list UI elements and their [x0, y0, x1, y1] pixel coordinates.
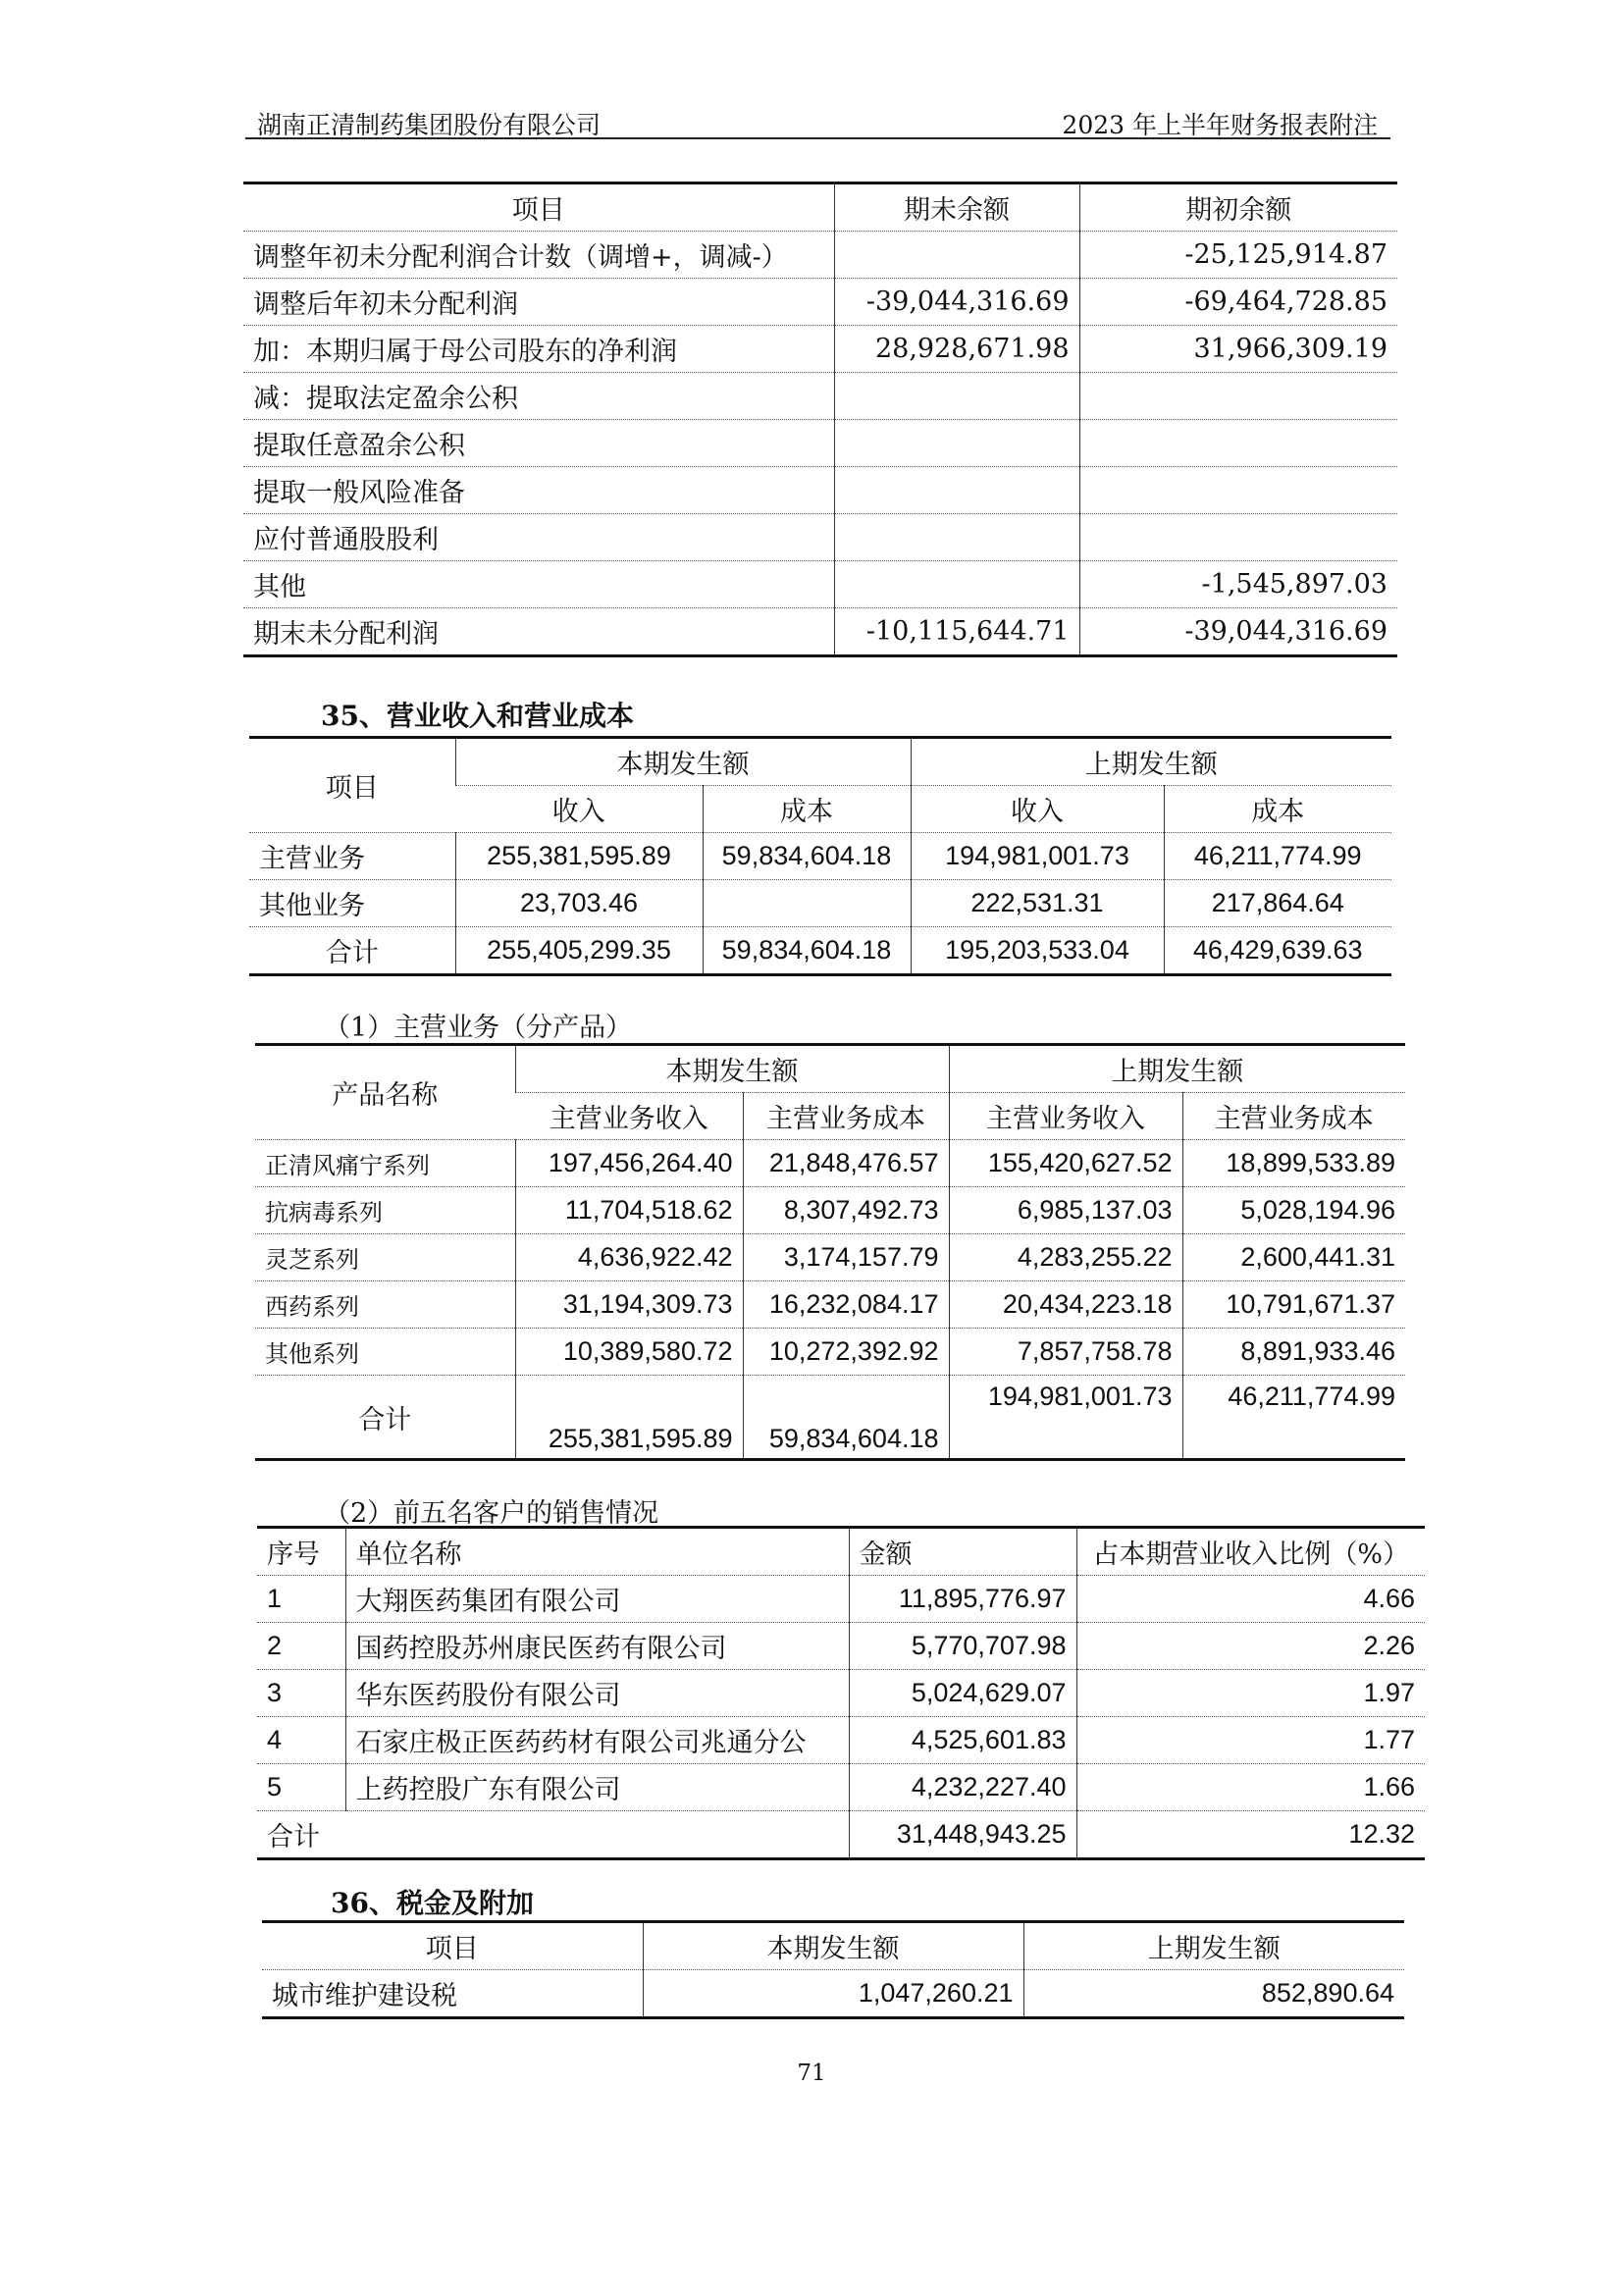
ending-balance: [834, 561, 1079, 608]
customer-name: 大翔医药集团有限公司: [345, 1576, 849, 1623]
amount: 5,770,707.98: [849, 1623, 1076, 1670]
revenue-percentage: 1.77: [1076, 1717, 1425, 1764]
table-header-cell: 本期发生额: [455, 738, 911, 786]
revenue-percentage: 12.32: [1076, 1811, 1425, 1859]
table-row: [255, 1329, 1405, 1376]
row-label: 其他业务: [249, 880, 455, 927]
table-row: [243, 467, 1397, 514]
opening-balance: [1079, 467, 1397, 514]
subsection-title-2: （2）前五名客户的销售情况: [324, 1498, 659, 1529]
prior-revenue: 155,420,627.52: [949, 1140, 1182, 1187]
opening-balance: 31,966,309.19: [1079, 326, 1397, 373]
prior-revenue: 194,981,001.73: [911, 833, 1164, 880]
table-row: [243, 326, 1397, 373]
row-label: 抗病毒系列: [255, 1187, 515, 1234]
section-title-36: 36、税金及附加: [331, 1887, 534, 1919]
row-label: 合计: [255, 1376, 515, 1460]
amount: 4,525,601.83: [849, 1717, 1076, 1764]
customer-name: 国药控股苏州康民医药有限公司: [345, 1623, 849, 1670]
rank: 1: [257, 1576, 345, 1623]
current-revenue: 31,194,309.73: [515, 1281, 743, 1329]
opening-balance: [1079, 514, 1397, 561]
ending-balance: [834, 514, 1079, 561]
prior-cost: 2,600,441.31: [1182, 1234, 1405, 1281]
table-row: [262, 1970, 1404, 2018]
table-subheader-cell: 主营业务成本: [743, 1093, 949, 1140]
product-revenue-table: [255, 1043, 1405, 1461]
prior-cost: 46,429,639.63: [1164, 927, 1391, 975]
revenue-percentage: 2.26: [1076, 1623, 1425, 1670]
opening-balance: -39,044,316.69: [1079, 608, 1397, 656]
current-revenue: 4,636,922.42: [515, 1234, 743, 1281]
row-label: 正清风痛宁系列: [255, 1140, 515, 1187]
rank: 5: [257, 1764, 345, 1811]
table-row: [255, 1187, 1405, 1234]
rank: 2: [257, 1623, 345, 1670]
current-cost: 3,174,157.79: [743, 1234, 949, 1281]
table-row: [249, 833, 1391, 880]
revenue-percentage: 1.66: [1076, 1764, 1425, 1811]
table-row: [243, 608, 1397, 656]
current-revenue: 255,405,299.35: [455, 927, 703, 975]
table-subheader-cell: 成本: [1164, 786, 1391, 833]
amount: 11,895,776.97: [849, 1576, 1076, 1623]
revenue-percentage: 4.66: [1076, 1576, 1425, 1623]
prior-cost: 18,899,533.89: [1182, 1140, 1405, 1187]
row-label: 合计: [249, 927, 455, 975]
row-label: 其他系列: [255, 1329, 515, 1376]
table-row: [257, 1576, 1425, 1623]
row-label: 其他: [243, 561, 834, 608]
table-row: [257, 1717, 1425, 1764]
prior-cost: 5,028,194.96: [1182, 1187, 1405, 1234]
current-cost: 59,834,604.18: [703, 833, 911, 880]
current-cost: 21,848,476.57: [743, 1140, 949, 1187]
prior-cost: 8,891,933.46: [1182, 1329, 1405, 1376]
prior-cost: 217,864.64: [1164, 880, 1391, 927]
prior-amount: 852,890.64: [1023, 1970, 1404, 2018]
top-customers-table: [257, 1526, 1425, 1860]
prior-cost: 10,791,671.37: [1182, 1281, 1405, 1329]
table-row: [255, 1281, 1405, 1329]
revenue-percentage: 1.97: [1076, 1670, 1425, 1717]
table-row: [255, 1140, 1405, 1187]
table-row: [255, 1376, 1405, 1460]
row-label: 灵芝系列: [255, 1234, 515, 1281]
prior-revenue: 4,283,255.22: [949, 1234, 1182, 1281]
row-label: 提取任意盈余公积: [243, 420, 834, 467]
table-header-cell: 上期发生额: [1023, 1922, 1404, 1970]
ending-balance: -39,044,316.69: [834, 279, 1079, 326]
opening-balance: -1,545,897.03: [1079, 561, 1397, 608]
opening-balance: [1079, 373, 1397, 420]
table-header-cell: 期未余额: [834, 183, 1079, 232]
table-header-cell: 产品名称: [255, 1045, 515, 1140]
header-report-title: 2023 年上半年财务报表附注: [1062, 111, 1378, 139]
current-cost: 16,232,084.17: [743, 1281, 949, 1329]
table-header-cell: 上期发生额: [949, 1045, 1405, 1093]
table-subheader-cell: 收入: [911, 786, 1164, 833]
customer-name: 华东医药股份有限公司: [345, 1670, 849, 1717]
current-amount: 1,047,260.21: [643, 1970, 1023, 2018]
current-revenue: 197,456,264.40: [515, 1140, 743, 1187]
prior-revenue: 195,203,533.04: [911, 927, 1164, 975]
rank: 4: [257, 1717, 345, 1764]
prior-revenue: 7,857,758.78: [949, 1329, 1182, 1376]
ending-balance: 28,928,671.98: [834, 326, 1079, 373]
page-number: 71: [797, 2061, 826, 2086]
ending-balance: [834, 467, 1079, 514]
table-subheader-cell: 主营业务收入: [515, 1093, 743, 1140]
current-revenue: 255,381,595.89: [455, 833, 703, 880]
current-cost: 59,834,604.18: [743, 1376, 949, 1460]
ending-balance: [834, 232, 1079, 279]
row-label: 主营业务: [249, 833, 455, 880]
prior-revenue: 222,531.31: [911, 880, 1164, 927]
customer-name: 石家庄极正医药药材有限公司兆通分公: [345, 1717, 849, 1764]
table-row: [249, 880, 1391, 927]
current-revenue: 10,389,580.72: [515, 1329, 743, 1376]
section-title-35: 35、营业收入和营业成本: [321, 700, 634, 732]
table-row: [257, 1623, 1425, 1670]
rank: 3: [257, 1670, 345, 1717]
table-header-cell: 期初余额: [1079, 183, 1397, 232]
row-label: 期末未分配利润: [243, 608, 834, 656]
table-row: [249, 927, 1391, 975]
table-row: [243, 514, 1397, 561]
table-row: [243, 561, 1397, 608]
row-label: 西药系列: [255, 1281, 515, 1329]
table-subheader-cell: 收入: [455, 786, 703, 833]
prior-cost: 46,211,774.99: [1182, 1376, 1405, 1460]
current-cost: 10,272,392.92: [743, 1329, 949, 1376]
current-revenue: 255,381,595.89: [515, 1376, 743, 1460]
prior-revenue: 194,981,001.73: [949, 1376, 1182, 1460]
table-row: [243, 279, 1397, 326]
table-row: [257, 1670, 1425, 1717]
table-header-cell: 序号: [257, 1528, 345, 1576]
table-header-cell: 金额: [849, 1528, 1076, 1576]
ending-balance: -10,115,644.71: [834, 608, 1079, 656]
current-revenue: 23,703.46: [455, 880, 703, 927]
table-header-cell: 上期发生额: [911, 738, 1391, 786]
row-label: 减：提取法定盈余公积: [243, 373, 834, 420]
current-cost: [703, 880, 911, 927]
table-row: [257, 1811, 1425, 1859]
table-row: [257, 1764, 1425, 1811]
table-row: [243, 232, 1397, 279]
table-header-cell: 项目: [262, 1922, 643, 1970]
table-header-cell: 本期发生额: [643, 1922, 1023, 1970]
table-subheader-cell: 主营业务收入: [949, 1093, 1182, 1140]
row-label: 城市维护建设税: [262, 1970, 643, 2018]
customer-name: 上药控股广东有限公司: [345, 1764, 849, 1811]
row-label: 提取一般风险准备: [243, 467, 834, 514]
table-row: [255, 1234, 1405, 1281]
amount: 31,448,943.25: [849, 1811, 1076, 1859]
opening-balance: [1079, 420, 1397, 467]
current-cost: 8,307,492.73: [743, 1187, 949, 1234]
amount: 5,024,629.07: [849, 1670, 1076, 1717]
table-header-cell: 项目: [243, 183, 834, 232]
table-subheader-cell: 主营业务成本: [1182, 1093, 1405, 1140]
table-header-cell: 本期发生额: [515, 1045, 949, 1093]
amount: 4,232,227.40: [849, 1764, 1076, 1811]
taxes-surcharges-table: [262, 1920, 1404, 2019]
row-label: 调整年初未分配利润合计数（调增+，调减-）: [243, 232, 834, 279]
header-company: 湖南正清制药集团股份有限公司: [257, 111, 602, 139]
table-header-cell: 占本期营业收入比例（%）: [1076, 1528, 1425, 1576]
table-header-cell: 单位名称: [345, 1528, 849, 1576]
undistributed-profit-table: [243, 182, 1397, 657]
table-row: [243, 373, 1397, 420]
header-rule: [245, 137, 1390, 139]
opening-balance: -69,464,728.85: [1079, 279, 1397, 326]
table-header-cell: 项目: [249, 738, 455, 833]
revenue-cost-table: [249, 736, 1391, 976]
opening-balance: -25,125,914.87: [1079, 232, 1397, 279]
current-cost: 59,834,604.18: [703, 927, 911, 975]
ending-balance: [834, 420, 1079, 467]
table-row: [243, 420, 1397, 467]
prior-revenue: 6,985,137.03: [949, 1187, 1182, 1234]
row-label: 合计: [257, 1811, 849, 1859]
table-subheader-cell: 成本: [703, 786, 911, 833]
subsection-title-1: （1）主营业务（分产品）: [324, 1013, 633, 1043]
current-revenue: 11,704,518.62: [515, 1187, 743, 1234]
row-label: 加：本期归属于母公司股东的净利润: [243, 326, 834, 373]
prior-revenue: 20,434,223.18: [949, 1281, 1182, 1329]
ending-balance: [834, 373, 1079, 420]
row-label: 调整后年初未分配利润: [243, 279, 834, 326]
row-label: 应付普通股股利: [243, 514, 834, 561]
prior-cost: 46,211,774.99: [1164, 833, 1391, 880]
